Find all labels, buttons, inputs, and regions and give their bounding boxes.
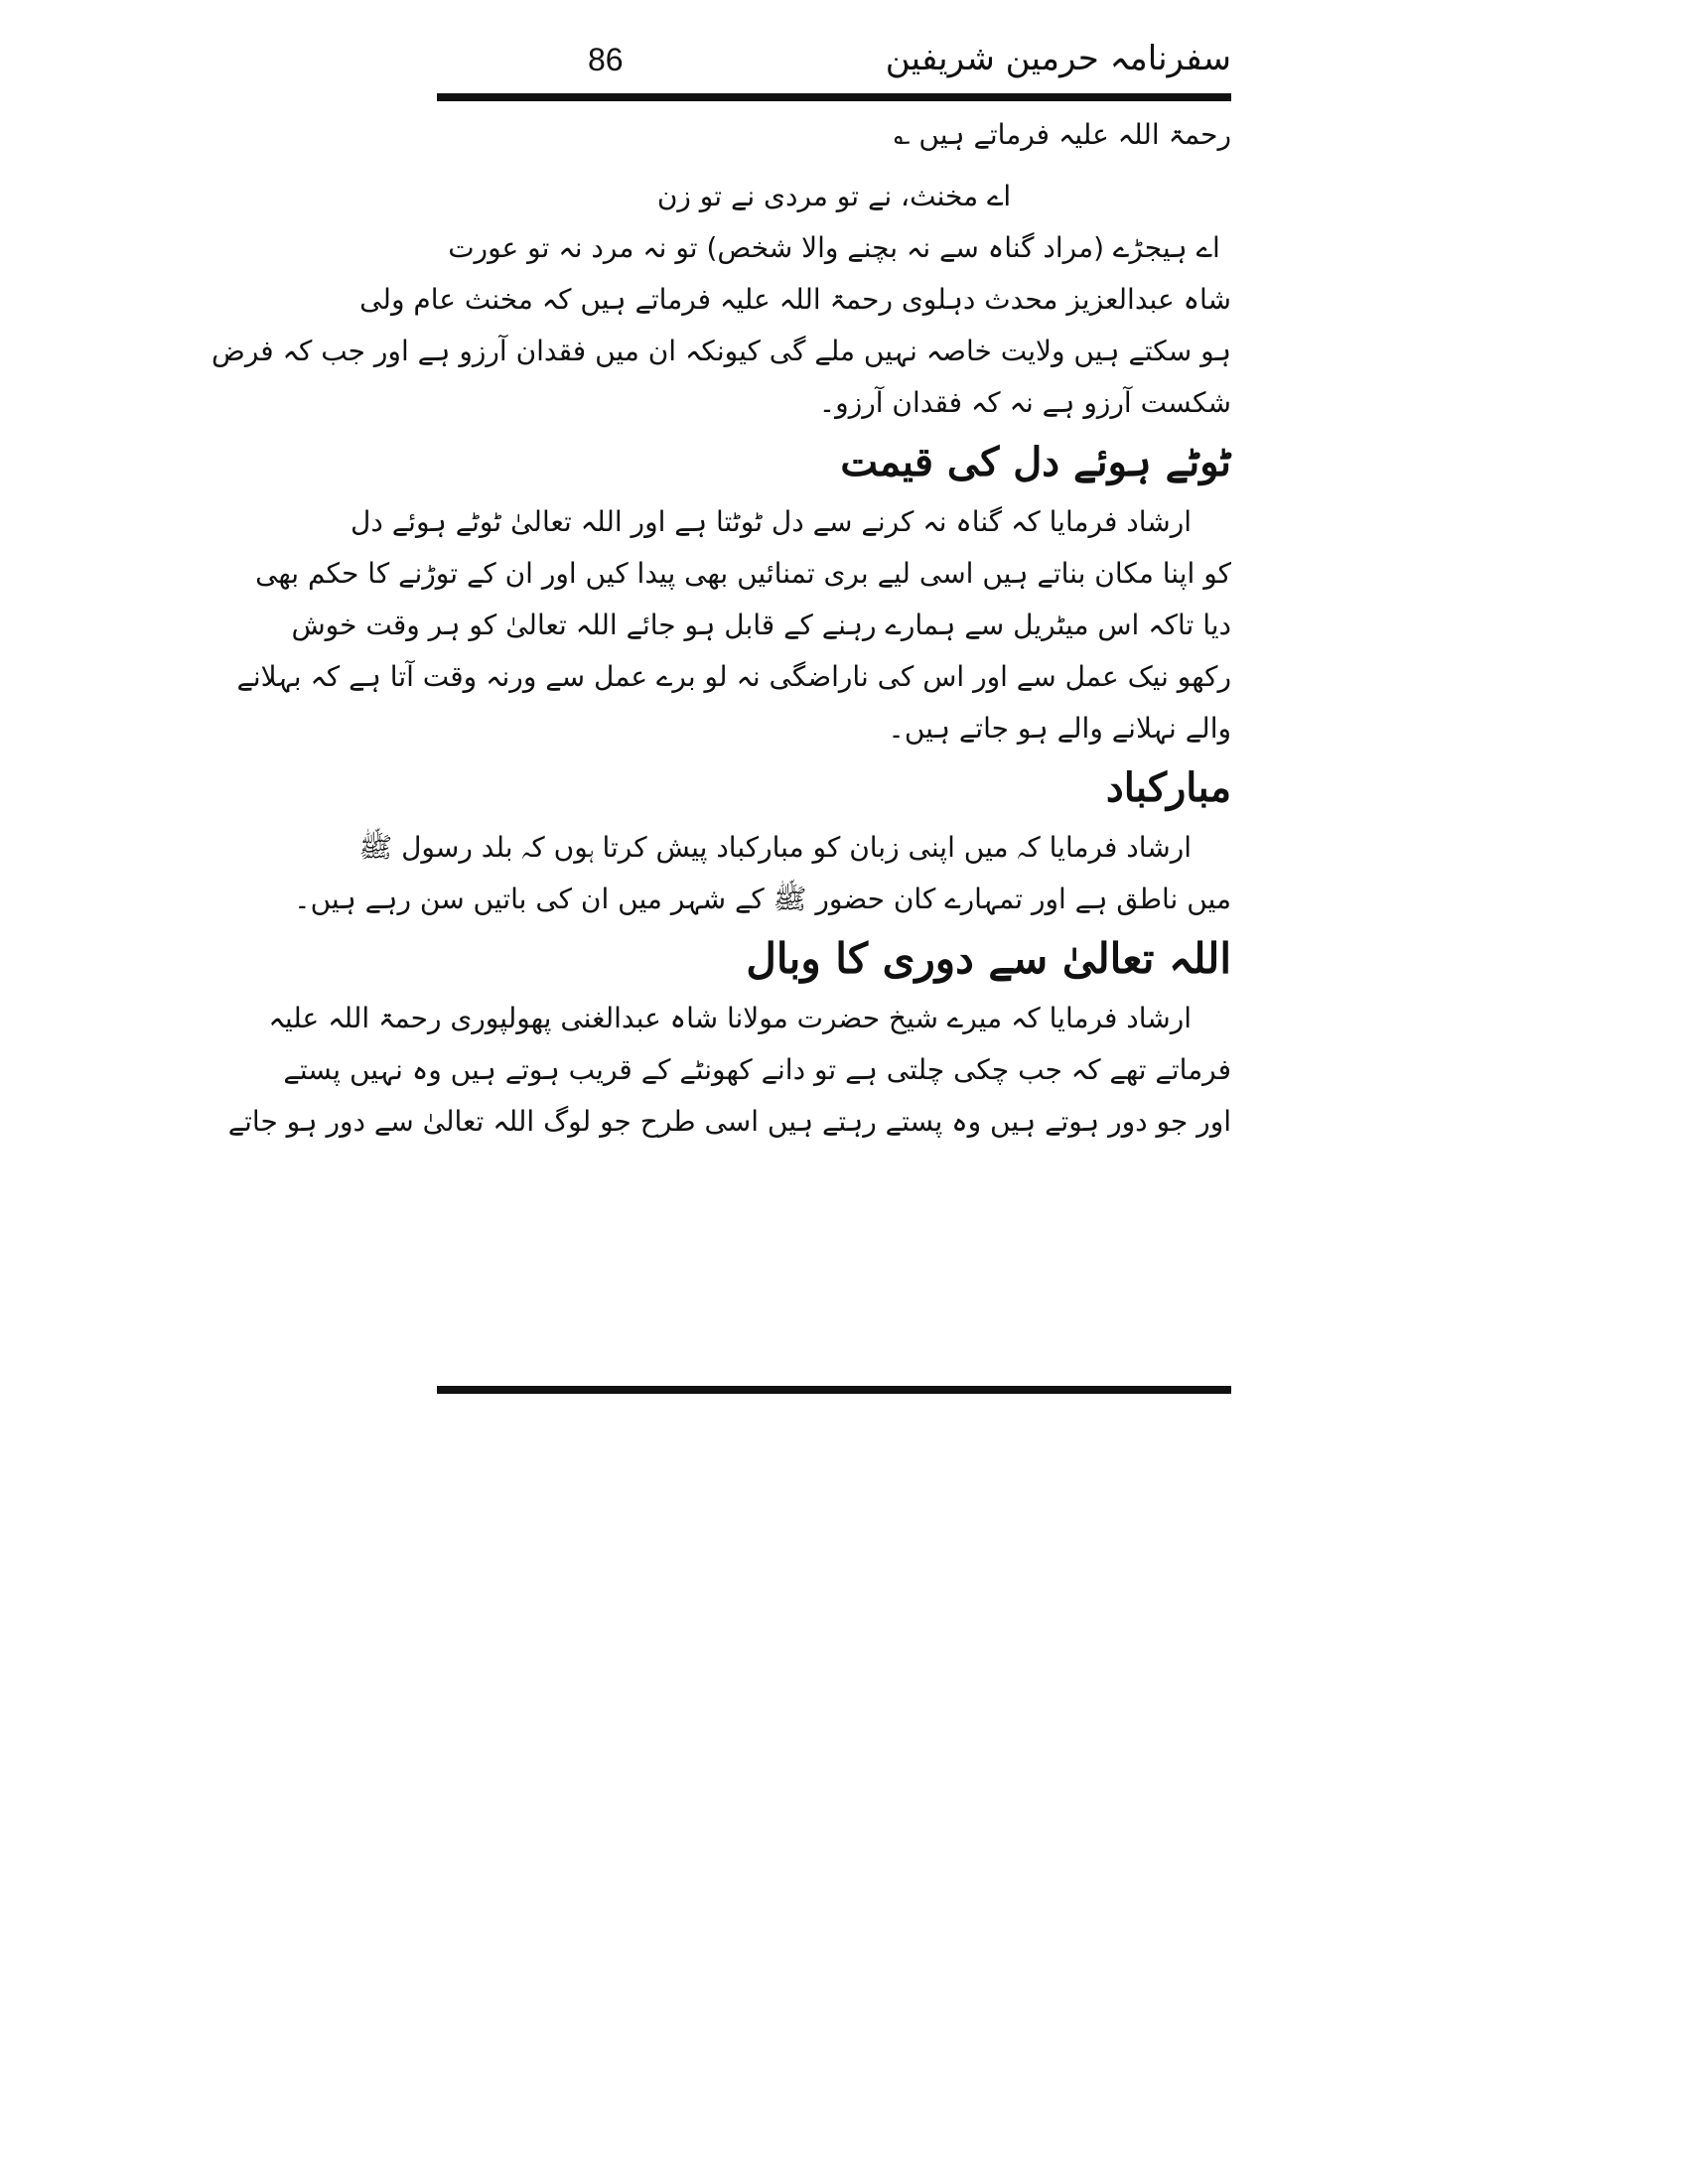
paragraph-line: ارشاد فرمایا کہ میں اپنی زبان کو مبارکباد پیش کرتا ہوں کہ بلد رسول ﷺ	[358, 831, 1192, 864]
paragraph-line: ہو سکتے ہیں ولایت خاصہ نہیں ملے گی کیونکہ ان میں فقدان آرزو ہے اور جب کہ فرض	[211, 335, 1231, 367]
paragraph-line: اور جو دور ہوتے ہیں وہ پستے رہتے ہیں اسی طرح جو لوگ اللہ تعالیٰ سے دور ہو جاتے	[227, 1105, 1231, 1138]
paragraph-line: فرماتے تھے کہ جب چکی چلتی ہے تو دانے کھونٹے کے قریب ہوتے ہیں وہ نہیں پستے	[283, 1053, 1231, 1086]
paragraph-line: والے نہلانے والے ہو جاتے ہیں۔	[888, 712, 1231, 745]
verse-line: اے ہیجڑے (مراد گناہ سے نہ بچنے والا شخص) تو نہ مرد نہ تو عورت	[448, 231, 1220, 264]
paragraph-line: ارشاد فرمایا کہ میرے شیخ حضرت مولانا شاہ عبدالغنی پھولپوری رحمۃ اللہ علیہ	[268, 1002, 1192, 1034]
page-number: 86	[588, 42, 624, 77]
intro-line: رحمۃ اللہ علیہ فرماتے ہیں ؎	[894, 118, 1231, 151]
section-heading-congratulations: مبارکباد	[1105, 764, 1231, 811]
paragraph-line: ارشاد فرمایا کہ گناہ نہ کرنے سے دل ٹوٹتا ہے اور اللہ تعالیٰ ٹوٹے ہوئے دل	[351, 505, 1192, 538]
running-title: سفرنامہ حرمین شریفین	[885, 39, 1231, 78]
header-rule	[437, 93, 1231, 101]
section-heading-distance: اللہ تعالیٰ سے دوری کا وبال	[746, 934, 1231, 983]
verse-line: اے مخنث، نے تو مردی نے تو زن	[656, 180, 1012, 212]
paragraph-line: شکست آرزو ہے نہ کہ فقدان آرزو۔	[818, 386, 1231, 419]
paragraph-line: شاہ عبدالعزیز محدث دہلوی رحمۃ اللہ علیہ فرماتے ہیں کہ مخنث عام ولی	[359, 283, 1231, 316]
page-header	[437, 38, 1231, 93]
paragraph-line: رکھو نیک عمل سے اور اس کی ناراضگی نہ لو برے عمل سے ورنہ وقت آتا ہے کہ بہلانے	[236, 660, 1231, 693]
footer-rule	[437, 1386, 1231, 1394]
paragraph-line: دیا تاکہ اس میٹریل سے ہمارے رہنے کے قابل ہو جائے اللہ تعالیٰ کو ہر وقت خوش	[291, 609, 1231, 641]
paragraph-line: میں ناطق ہے اور تمہارے کان حضور ﷺ کے شہر میں ان کی باتیں سن رہے ہیں۔	[294, 883, 1231, 915]
page-body	[211, 109, 1231, 1148]
paragraph-line: کو اپنا مکان بناتے ہیں اسی لیے بری تمنائیں بھی پیدا کیں اور ان کے توڑنے کا حکم بھی	[255, 557, 1231, 590]
section-heading-broken-heart: ٹوٹے ہوئے دل کی قیمت	[840, 439, 1231, 485]
